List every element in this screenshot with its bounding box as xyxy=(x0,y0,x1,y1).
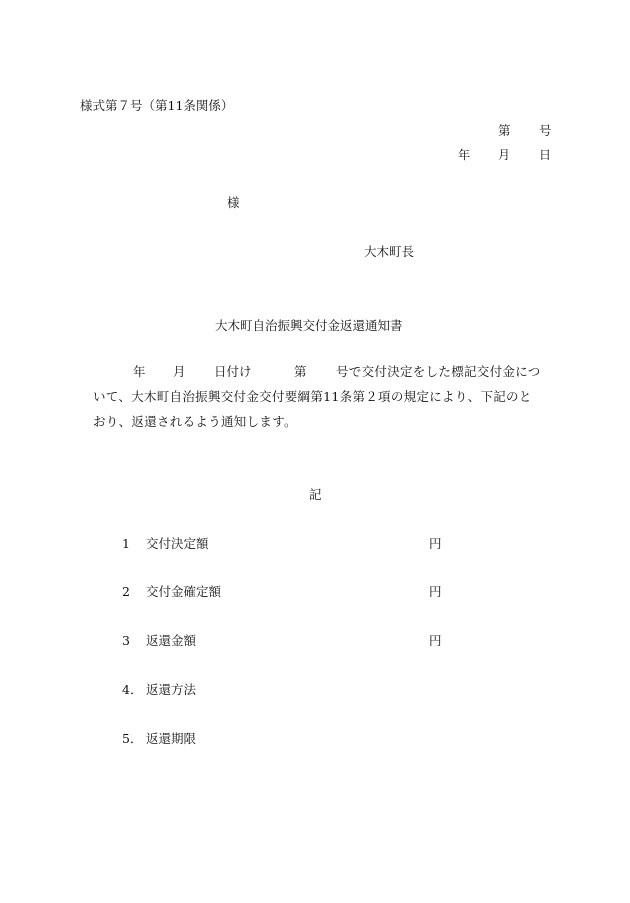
item-number: 5． xyxy=(122,731,143,746)
number-dai: 第 xyxy=(498,123,511,138)
number-go: 号 xyxy=(539,123,552,138)
item-unit: 円 xyxy=(429,536,442,551)
body-dated: 日付け xyxy=(214,364,252,379)
ki-heading: 記 xyxy=(309,487,322,502)
form-label: 様式第７号（第11条関係） xyxy=(80,98,234,113)
item-label: 交付決定額 xyxy=(146,536,209,551)
item-label: 交付金確定額 xyxy=(146,584,222,599)
item-unit: 円 xyxy=(429,584,442,599)
item-number: 1 xyxy=(122,536,130,551)
item-number: 3 xyxy=(122,633,130,648)
date-year: 年 xyxy=(458,148,471,162)
item-unit: 円 xyxy=(429,633,442,648)
addressee-suffix: 様 xyxy=(227,195,240,210)
item-number: 2 xyxy=(122,584,130,599)
item-number: 4． xyxy=(122,682,143,697)
body-year: 年 xyxy=(133,364,146,379)
date-day: 日 xyxy=(539,148,552,162)
body-month: 月 xyxy=(173,364,186,379)
body-line1-rest: 号で交付決定をした標記交付金につ xyxy=(336,364,541,379)
body-dai: 第 xyxy=(294,364,307,379)
body-line3: おり、返還されるよう通知します。 xyxy=(93,414,297,429)
item-label: 返還金額 xyxy=(146,633,197,648)
date-month: 月 xyxy=(498,148,511,162)
body-line2: いて、大木町自治振興交付金交付要綱第11条第２項の規定により、下記のと xyxy=(93,389,532,404)
document-title: 大木町自治振興交付金返還通知書 xyxy=(215,318,403,333)
sender: 大木町長 xyxy=(364,244,415,259)
item-label: 返還方法 xyxy=(146,682,197,697)
item-label: 返還期限 xyxy=(146,731,197,746)
